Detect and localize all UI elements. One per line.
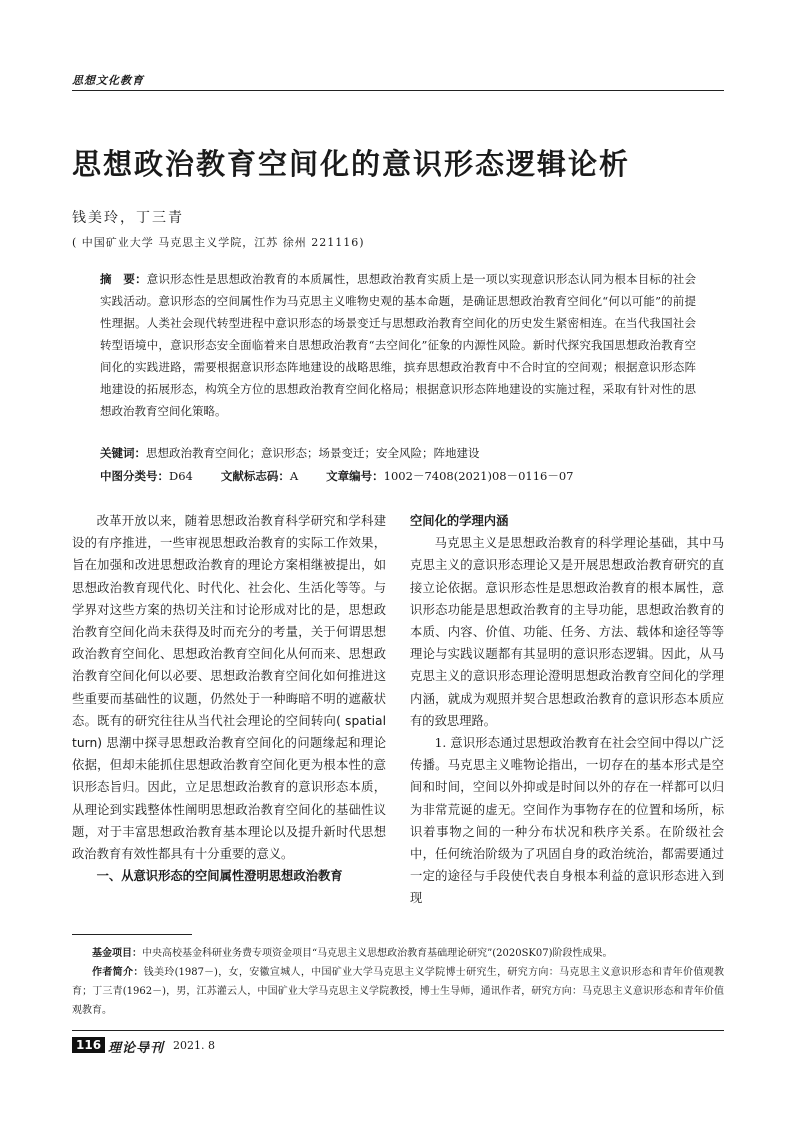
fund-note bbox=[72, 944, 724, 963]
abstract bbox=[100, 268, 696, 422]
body-column-right bbox=[410, 510, 724, 910]
doc-code-value: A bbox=[289, 469, 299, 483]
classification bbox=[100, 465, 696, 487]
footnote-rule bbox=[72, 934, 192, 935]
clc-value: D64 bbox=[169, 469, 193, 483]
section-tag: 思想文化教育 bbox=[72, 74, 144, 87]
fund-text: 中央高校基金科研业务费专项资金项目“马克思主义思想政治教育基础理论研究”(2020SK07)阶段性成果。 bbox=[142, 948, 613, 959]
author-bio-text: 钱美玲(1987－)，女，安徽宣城人，中国矿业大学马克思主义学院博士研究生，研究方向：马克思主义意识形态和青年价值观教育；丁三青(1962－)，男，江苏灌云人，中国矿业大学马克思主义学院教授，博士生导师，通讯作者，研究方向：马克思主义意识形态和青年价值观教育。 bbox=[72, 967, 724, 1016]
fund-label: 基金项目： bbox=[92, 948, 142, 959]
footnotes bbox=[72, 944, 724, 1020]
section-heading-continued: 空间化的学理内涵 bbox=[410, 514, 509, 528]
author-bio-label: 作者简介： bbox=[92, 967, 144, 978]
body-column-left bbox=[72, 510, 386, 887]
article-number-value: 1002－7408(2021)08－0116－07 bbox=[383, 469, 574, 483]
affiliation: ( 中国矿业大学 马克思主义学院，江苏 徐州 221116) bbox=[72, 236, 365, 249]
keywords-text: 思想政治教育空间化；意识形态；场景变迁；安全风险；阵地建设 bbox=[146, 446, 480, 460]
header-rule bbox=[72, 90, 724, 91]
authors: 钱美玲，丁三青 bbox=[72, 210, 184, 226]
article-title: 思想政治教育空间化的意识形态逻辑论析 bbox=[72, 147, 631, 181]
doc-code-label: 文献标志码： bbox=[220, 469, 290, 483]
subsection-lead: 1. 意识形态通过思想政治教育在社会空间中得以广泛传播。 bbox=[410, 736, 724, 773]
journal-name: 理论导刊 bbox=[108, 1041, 165, 1056]
issue-date: 2021. 8 bbox=[173, 1039, 215, 1052]
clc-label: 中图分类号： bbox=[100, 469, 169, 483]
abstract-text: 意识形态性是思想政治教育的本质属性，思想政治教育实质上是一项以实现意识形态认同为根本目标的社会实践活动。意识形态的空间属性作为马克思主义唯物史观的基本命题，是确证思想政治教育空间化“何以可能”的前提性理据。人类社会现代转型进程中意识形态的场景变迁与思想政治教育空间化的历史发生紧密相连。在当代我国社会转型语境中，意识形态安全面临着来自思想政治教育“去空间化”征象的内源性风险。新时代探究我国思想政治教育空间化的实践进路，需要根据意识形态阵地建设的战略思维，摈弃思想政治教育中不合时宜的空间观；根据意识形态阵地建设的拓展形态，构筑全方位的思想政治教育空间化格局；根据意识形态阵地建设的实施过程，采取有针对性的思想政治教育空间化策略。 bbox=[100, 272, 696, 418]
abstract-label: 摘 要： bbox=[100, 272, 147, 286]
body-paragraph: 改革开放以来，随着思想政治教育科学研究和学科建设的有序推进，一些审视思想政治教育的实际工作效果，旨在加强和改进思想政治教育的理论方案相继被提出，如思想政治教育现代化、时代化、社会化、生活化等等。与学界对这些方案的热切关注和讨论形成对比的是，思想政治教育空间化尚未获得及时而充分的考量，关于何谓思想政治教育空间化、思想政治教育空间化从何而来、思想政治教育空间化何以必要、思想政治教育空间化如何推进这些重要而基础性的议题，仍然处于一种晦暗不明的遮蔽状态。既有的研究往往从当代社会理论的空间转向( spatial turn) 思潮中探寻思想政治教育空间化的问题缘起和理论依据，但却未能抓住思想政治教育空间化更为根本性的意识形态旨归。因此，立足思想政治教育的意识形态本质，从理论到实践整体性阐明思想政治教育空间化的基础性议题，对于丰富思想政治教育基本理论以及提升新时代思想政治教育有效性都具有十分重要的意义。 bbox=[72, 514, 386, 862]
page-number: 116 bbox=[72, 1037, 105, 1053]
author-note bbox=[72, 963, 724, 1020]
keywords-label: 关键词： bbox=[100, 446, 146, 460]
section-heading: 一、从意识形态的空间属性澄明思想政治教育 bbox=[96, 869, 343, 884]
keywords bbox=[100, 442, 696, 464]
body-paragraph: 马克思主义是思想政治教育的科学理论基础，其中马克思主义的意识形态理论又是开展思想政治教育研究的直接立论依据。意识形态性是思想政治教育的根本属性，意识形态功能是思想政治教育的主导功能，思想政治教育的本质、内容、价值、功能、任务、方法、载体和途径等等理论与实践议题都有其显明的意识形态逻辑。因此，从马克思主义的意识形态理论澄明思想政治教育空间化的学理内涵，就成为观照并契合思想政治教育的意识形态本质应有的致思理路。 bbox=[410, 536, 724, 728]
body-text: 马克思主义唯物论指出，一切存在的基本形式是空间和时间，空间以外抑或是时间以外的存在一样都可以归为非常荒诞的虚无。空间作为事物存在的位置和场所，标识着事物之间的一种分布状况和秩序关系。在阶级社会中，任何统治阶级为了巩固自身的政治统治，都需要通过一定的途径与手段使代表自身根本利益的意识形态进入到现 bbox=[410, 758, 724, 906]
footer-rule bbox=[72, 1030, 724, 1031]
body-paragraph bbox=[410, 732, 724, 910]
article-number-label: 文章编号： bbox=[326, 469, 384, 483]
